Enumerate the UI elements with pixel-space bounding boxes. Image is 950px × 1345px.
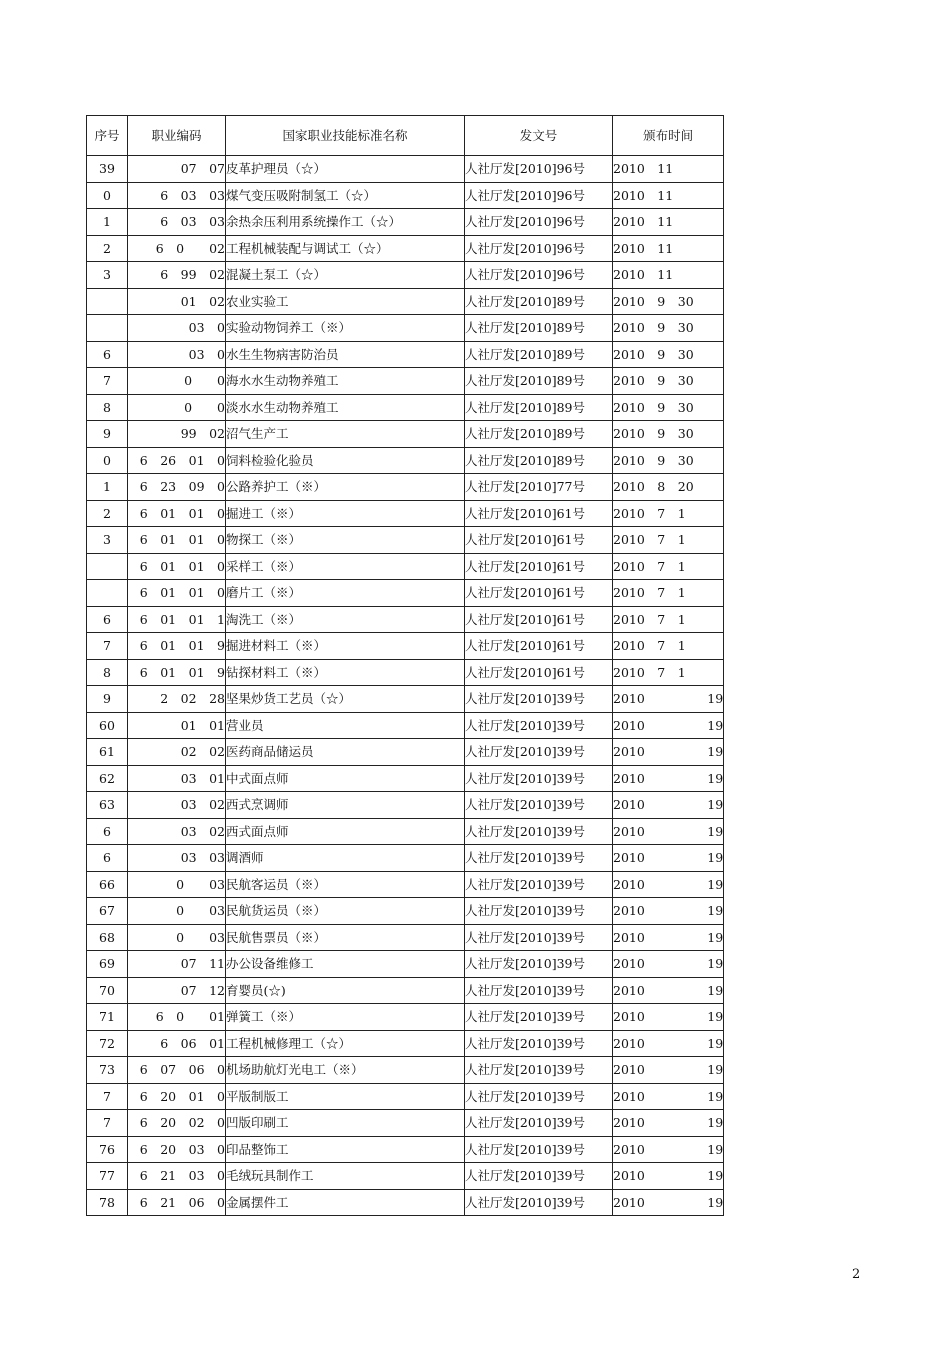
standard-name-cell: 煤气变压吸附制氢工（☆） [226, 182, 465, 209]
table-row [87, 156, 724, 183]
release-date-cell: 2010 9 30 [613, 394, 724, 421]
table-row [87, 1030, 724, 1057]
occupation-code-cell: 6 07 06 0 [128, 1057, 226, 1084]
document-number-cell: 人社厅发[2010]39号 [465, 818, 613, 845]
serial-cell: 62 [87, 765, 128, 792]
serial-cell: 39 [87, 156, 128, 183]
header-release-date: 颁布时间 [613, 116, 724, 156]
serial-cell [87, 288, 128, 315]
table-row [87, 447, 724, 474]
document-number-cell: 人社厅发[2010]39号 [465, 1136, 613, 1163]
standard-name-cell: 饲料检验化验员 [226, 447, 465, 474]
standard-name-cell: 民航客运员（※） [226, 871, 465, 898]
standard-name-cell: 淡水水生动物养殖工 [226, 394, 465, 421]
table-row [87, 739, 724, 766]
standard-name-cell: 调酒师 [226, 845, 465, 872]
document-number-cell: 人社厅发[2010]61号 [465, 606, 613, 633]
serial-cell: 1 [87, 209, 128, 236]
document-number-cell: 人社厅发[2010]61号 [465, 633, 613, 660]
release-date-cell: 2010 19 [613, 898, 724, 925]
release-date-cell: 2010 19 [613, 977, 724, 1004]
document-number-cell: 人社厅发[2010]96号 [465, 156, 613, 183]
serial-cell: 8 [87, 394, 128, 421]
release-date-cell: 2010 7 1 [613, 553, 724, 580]
table-row [87, 1004, 724, 1031]
release-date-cell: 2010 19 [613, 924, 724, 951]
occupation-code-cell: 6 21 03 0 [128, 1163, 226, 1190]
occupation-code-cell: 6 23 09 0 [128, 474, 226, 501]
occupation-code-cell: 03 01 [128, 765, 226, 792]
release-date-cell: 2010 9 30 [613, 341, 724, 368]
standard-name-cell: 平版制版工 [226, 1083, 465, 1110]
serial-cell: 72 [87, 1030, 128, 1057]
standard-name-cell: 育婴员(☆) [226, 977, 465, 1004]
release-date-cell: 2010 7 1 [613, 606, 724, 633]
release-date-cell: 2010 19 [613, 765, 724, 792]
release-date-cell: 2010 19 [613, 1004, 724, 1031]
table-row [87, 977, 724, 1004]
table-row [87, 924, 724, 951]
occupation-code-cell: 6 21 06 0 [128, 1189, 226, 1216]
release-date-cell: 2010 11 [613, 262, 724, 289]
table-row [87, 818, 724, 845]
table-row [87, 474, 724, 501]
serial-cell [87, 580, 128, 607]
table-row [87, 341, 724, 368]
table-row [87, 951, 724, 978]
occupation-code-cell: 03 0 [128, 315, 226, 342]
table-row [87, 262, 724, 289]
serial-cell: 7 [87, 1083, 128, 1110]
release-date-cell: 2010 19 [613, 1163, 724, 1190]
standard-name-cell: 物探工（※） [226, 527, 465, 554]
page-number: 2 [852, 1267, 861, 1282]
table-row [87, 686, 724, 713]
serial-cell: 9 [87, 686, 128, 713]
table-row [87, 871, 724, 898]
document-number-cell: 人社厅发[2010]39号 [465, 1189, 613, 1216]
occupation-code-cell: 03 02 [128, 818, 226, 845]
document-number-cell: 人社厅发[2010]39号 [465, 712, 613, 739]
header-standard-name: 国家职业技能标准名称 [226, 116, 465, 156]
header-occupation-code: 职业编码 [128, 116, 226, 156]
standard-name-cell: 水生生物病害防治员 [226, 341, 465, 368]
occupation-code-cell: 0 03 [128, 924, 226, 951]
header-row [87, 116, 724, 156]
serial-cell: 76 [87, 1136, 128, 1163]
table-row [87, 712, 724, 739]
document-number-cell: 人社厅发[2010]39号 [465, 1057, 613, 1084]
standard-name-cell: 实验动物饲养工（※） [226, 315, 465, 342]
document-number-cell: 人社厅发[2010]39号 [465, 739, 613, 766]
standard-name-cell: 工程机械修理工（☆） [226, 1030, 465, 1057]
occupation-code-cell: 6 03 03 [128, 182, 226, 209]
serial-cell: 78 [87, 1189, 128, 1216]
occupation-code-cell: 01 02 [128, 288, 226, 315]
release-date-cell: 2010 9 30 [613, 421, 724, 448]
serial-cell: 0 [87, 447, 128, 474]
table-row [87, 368, 724, 395]
release-date-cell: 2010 9 30 [613, 288, 724, 315]
document-number-cell: 人社厅发[2010]39号 [465, 1083, 613, 1110]
table-row [87, 898, 724, 925]
document-number-cell: 人社厅发[2010]89号 [465, 394, 613, 421]
table-row [87, 500, 724, 527]
document-number-cell: 人社厅发[2010]39号 [465, 845, 613, 872]
occupation-code-cell: 0 03 [128, 898, 226, 925]
serial-cell: 6 [87, 341, 128, 368]
standard-name-cell: 民航售票员（※） [226, 924, 465, 951]
occupation-code-cell: 6 0 02 [128, 235, 226, 262]
occupation-code-cell: 6 01 01 0 [128, 500, 226, 527]
document-number-cell: 人社厅发[2010]61号 [465, 553, 613, 580]
occupation-code-cell: 6 20 02 0 [128, 1110, 226, 1137]
table-row [87, 1057, 724, 1084]
document-number-cell: 人社厅发[2010]96号 [465, 262, 613, 289]
release-date-cell: 2010 19 [613, 871, 724, 898]
serial-cell: 7 [87, 368, 128, 395]
standard-name-cell: 沼气生产工 [226, 421, 465, 448]
table-row [87, 1083, 724, 1110]
standard-name-cell: 采样工（※） [226, 553, 465, 580]
document-number-cell: 人社厅发[2010]39号 [465, 924, 613, 951]
document-number-cell: 人社厅发[2010]39号 [465, 1163, 613, 1190]
standard-name-cell: 工程机械装配与调试工（☆） [226, 235, 465, 262]
occupation-code-cell: 2 02 28 [128, 686, 226, 713]
occupation-code-cell: 0 0 [128, 394, 226, 421]
release-date-cell: 2010 9 30 [613, 368, 724, 395]
occupation-standards-table [86, 115, 724, 1216]
release-date-cell: 2010 19 [613, 1057, 724, 1084]
table-row [87, 421, 724, 448]
document-number-cell: 人社厅发[2010]39号 [465, 871, 613, 898]
table-row [87, 792, 724, 819]
release-date-cell: 2010 19 [613, 712, 724, 739]
occupation-code-cell: 6 06 01 [128, 1030, 226, 1057]
release-date-cell: 2010 9 30 [613, 315, 724, 342]
serial-cell: 60 [87, 712, 128, 739]
standard-name-cell: 营业员 [226, 712, 465, 739]
document-number-cell: 人社厅发[2010]96号 [465, 235, 613, 262]
occupation-code-cell: 03 0 [128, 341, 226, 368]
document-number-cell: 人社厅发[2010]39号 [465, 686, 613, 713]
release-date-cell: 2010 7 1 [613, 633, 724, 660]
document-number-cell: 人社厅发[2010]39号 [465, 1030, 613, 1057]
table-row [87, 394, 724, 421]
serial-cell: 6 [87, 606, 128, 633]
occupation-code-cell: 6 01 01 9 [128, 633, 226, 660]
document-number-cell: 人社厅发[2010]96号 [465, 209, 613, 236]
release-date-cell: 2010 7 1 [613, 500, 724, 527]
standard-name-cell: 西式烹调师 [226, 792, 465, 819]
table-row [87, 1163, 724, 1190]
standard-name-cell: 医药商品储运员 [226, 739, 465, 766]
document-number-cell: 人社厅发[2010]39号 [465, 977, 613, 1004]
table-row [87, 1110, 724, 1137]
table-row [87, 209, 724, 236]
standard-name-cell: 磨片工（※） [226, 580, 465, 607]
release-date-cell: 2010 19 [613, 845, 724, 872]
standard-name-cell: 海水水生动物养殖工 [226, 368, 465, 395]
document-number-cell: 人社厅发[2010]39号 [465, 1110, 613, 1137]
serial-cell: 1 [87, 474, 128, 501]
standard-name-cell: 民航货运员（※） [226, 898, 465, 925]
standard-name-cell: 皮革护理员（☆） [226, 156, 465, 183]
serial-cell: 67 [87, 898, 128, 925]
table-row [87, 765, 724, 792]
occupation-code-cell: 6 0 01 [128, 1004, 226, 1031]
serial-cell: 63 [87, 792, 128, 819]
standard-name-cell: 金属摆件工 [226, 1189, 465, 1216]
release-date-cell: 2010 19 [613, 1083, 724, 1110]
occupation-code-cell: 07 11 [128, 951, 226, 978]
occupation-code-cell: 6 01 01 0 [128, 580, 226, 607]
occupation-code-cell: 0 03 [128, 871, 226, 898]
document-number-cell: 人社厅发[2010]89号 [465, 447, 613, 474]
occupation-code-cell: 01 01 [128, 712, 226, 739]
occupation-code-cell: 6 01 01 0 [128, 527, 226, 554]
release-date-cell: 2010 19 [613, 792, 724, 819]
document-number-cell: 人社厅发[2010]89号 [465, 421, 613, 448]
table-row [87, 1136, 724, 1163]
occupation-code-cell: 99 02 [128, 421, 226, 448]
serial-cell: 7 [87, 1110, 128, 1137]
serial-cell: 61 [87, 739, 128, 766]
occupation-code-cell: 02 02 [128, 739, 226, 766]
occupation-code-cell: 07 12 [128, 977, 226, 1004]
serial-cell: 66 [87, 871, 128, 898]
serial-cell: 9 [87, 421, 128, 448]
standard-name-cell: 农业实验工 [226, 288, 465, 315]
document-number-cell: 人社厅发[2010]89号 [465, 368, 613, 395]
occupation-code-cell: 6 01 01 0 [128, 553, 226, 580]
release-date-cell: 2010 11 [613, 209, 724, 236]
standard-name-cell: 掘进工（※） [226, 500, 465, 527]
standard-name-cell: 淘洗工（※） [226, 606, 465, 633]
serial-cell: 73 [87, 1057, 128, 1084]
occupation-code-cell: 0 0 [128, 368, 226, 395]
release-date-cell: 2010 19 [613, 818, 724, 845]
occupation-code-cell: 6 20 03 0 [128, 1136, 226, 1163]
standard-name-cell: 中式面点师 [226, 765, 465, 792]
serial-cell: 2 [87, 235, 128, 262]
table-header [87, 116, 724, 156]
release-date-cell: 2010 19 [613, 1110, 724, 1137]
standard-name-cell: 西式面点师 [226, 818, 465, 845]
serial-cell [87, 315, 128, 342]
document-number-cell: 人社厅发[2010]61号 [465, 527, 613, 554]
serial-cell: 6 [87, 845, 128, 872]
serial-cell: 68 [87, 924, 128, 951]
table-row [87, 606, 724, 633]
release-date-cell: 2010 19 [613, 739, 724, 766]
occupation-code-cell: 6 20 01 0 [128, 1083, 226, 1110]
standard-name-cell: 弹簧工（※） [226, 1004, 465, 1031]
serial-cell [87, 553, 128, 580]
occupation-code-cell: 6 99 02 [128, 262, 226, 289]
document-number-cell: 人社厅发[2010]39号 [465, 765, 613, 792]
standard-name-cell: 余热余压利用系统操作工（☆） [226, 209, 465, 236]
document-number-cell: 人社厅发[2010]89号 [465, 315, 613, 342]
standard-name-cell: 掘进材料工（※） [226, 633, 465, 660]
standard-name-cell: 办公设备维修工 [226, 951, 465, 978]
release-date-cell: 2010 9 30 [613, 447, 724, 474]
release-date-cell: 2010 11 [613, 235, 724, 262]
occupation-code-cell: 6 01 01 1 [128, 606, 226, 633]
table-row [87, 659, 724, 686]
release-date-cell: 2010 8 20 [613, 474, 724, 501]
standard-name-cell: 毛绒玩具制作工 [226, 1163, 465, 1190]
document-number-cell: 人社厅发[2010]89号 [465, 341, 613, 368]
table-row [87, 288, 724, 315]
standard-name-cell: 混凝土泵工（☆） [226, 262, 465, 289]
table-row [87, 315, 724, 342]
header-serial: 序号 [87, 116, 128, 156]
occupation-code-cell: 6 03 03 [128, 209, 226, 236]
serial-cell: 3 [87, 262, 128, 289]
serial-cell: 0 [87, 182, 128, 209]
table-row [87, 182, 724, 209]
serial-cell: 70 [87, 977, 128, 1004]
standard-name-cell: 公路养护工（※） [226, 474, 465, 501]
header-document-number: 发文号 [465, 116, 613, 156]
document-number-cell: 人社厅发[2010]77号 [465, 474, 613, 501]
table-row [87, 633, 724, 660]
serial-cell: 8 [87, 659, 128, 686]
standard-name-cell: 钻探材料工（※） [226, 659, 465, 686]
document-number-cell: 人社厅发[2010]61号 [465, 659, 613, 686]
occupation-code-cell: 03 02 [128, 792, 226, 819]
occupation-code-cell: 03 03 [128, 845, 226, 872]
standard-name-cell: 印品整饰工 [226, 1136, 465, 1163]
release-date-cell: 2010 11 [613, 182, 724, 209]
standard-name-cell: 坚果炒货工艺员（☆） [226, 686, 465, 713]
serial-cell: 6 [87, 818, 128, 845]
table-row [87, 580, 724, 607]
serial-cell: 3 [87, 527, 128, 554]
document-number-cell: 人社厅发[2010]89号 [465, 288, 613, 315]
table-row [87, 235, 724, 262]
document-number-cell: 人社厅发[2010]61号 [465, 580, 613, 607]
serial-cell: 69 [87, 951, 128, 978]
document-number-cell: 人社厅发[2010]39号 [465, 951, 613, 978]
occupation-code-cell: 6 01 01 9 [128, 659, 226, 686]
table-row [87, 1189, 724, 1216]
document-number-cell: 人社厅发[2010]96号 [465, 182, 613, 209]
release-date-cell: 2010 11 [613, 156, 724, 183]
document-number-cell: 人社厅发[2010]39号 [465, 898, 613, 925]
document-number-cell: 人社厅发[2010]39号 [465, 792, 613, 819]
release-date-cell: 2010 19 [613, 951, 724, 978]
release-date-cell: 2010 7 1 [613, 659, 724, 686]
standard-name-cell: 机场助航灯光电工（※） [226, 1057, 465, 1084]
table-row [87, 527, 724, 554]
release-date-cell: 2010 7 1 [613, 527, 724, 554]
document-number-cell: 人社厅发[2010]61号 [465, 500, 613, 527]
release-date-cell: 2010 7 1 [613, 580, 724, 607]
release-date-cell: 2010 19 [613, 686, 724, 713]
document-number-cell: 人社厅发[2010]39号 [465, 1004, 613, 1031]
table-row [87, 845, 724, 872]
occupation-code-cell: 6 26 01 0 [128, 447, 226, 474]
release-date-cell: 2010 19 [613, 1136, 724, 1163]
occupation-code-cell: 07 07 [128, 156, 226, 183]
release-date-cell: 2010 19 [613, 1189, 724, 1216]
serial-cell: 77 [87, 1163, 128, 1190]
release-date-cell: 2010 19 [613, 1030, 724, 1057]
serial-cell: 2 [87, 500, 128, 527]
table-row [87, 553, 724, 580]
serial-cell: 7 [87, 633, 128, 660]
standard-name-cell: 凹版印刷工 [226, 1110, 465, 1137]
serial-cell: 71 [87, 1004, 128, 1031]
table-body [87, 156, 724, 1216]
